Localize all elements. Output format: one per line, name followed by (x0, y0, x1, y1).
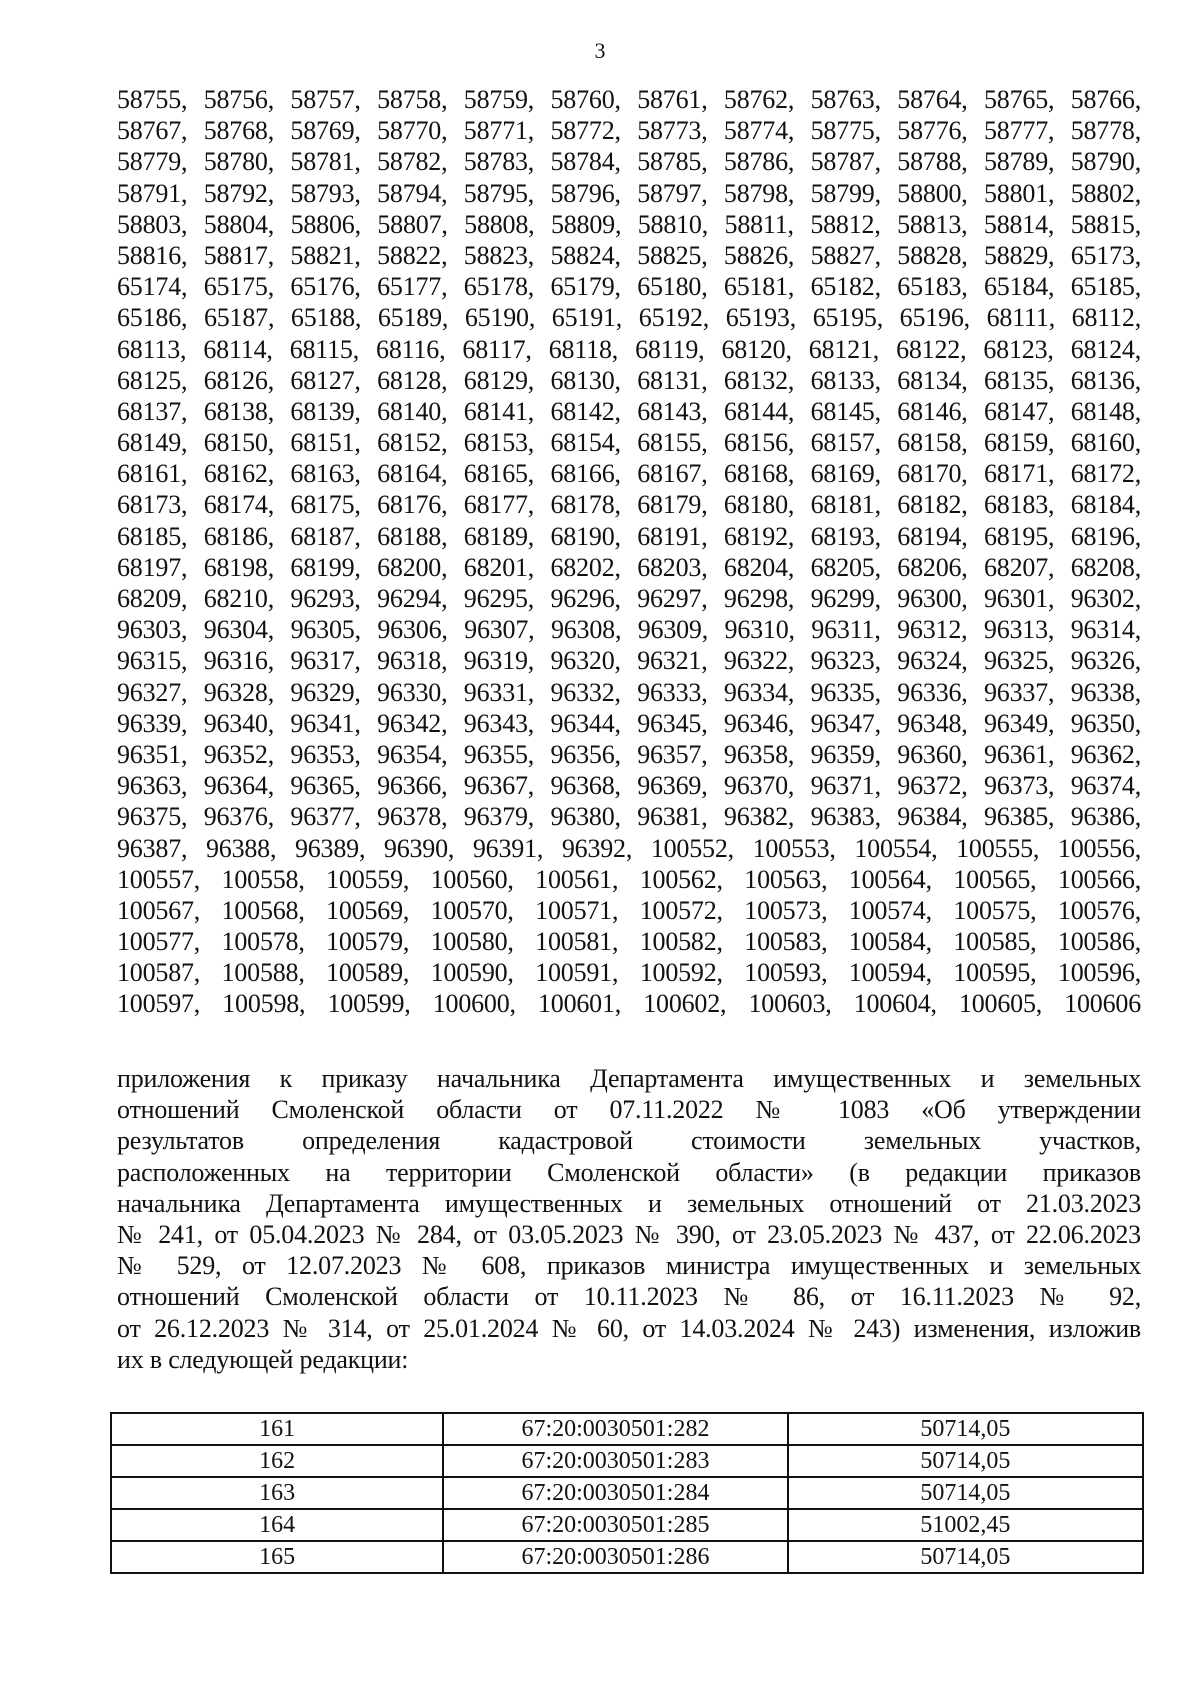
paragraph-line: результатов определения кадастровой стоимости земельных участков, (117, 1126, 1141, 1156)
number-line: 68173, 68174, 68175, 68176, 68177, 68178, 68179, 68180, 68181, 68182, 68183, 68184, (117, 490, 1141, 520)
number-line: 58767, 58768, 58769, 58770, 58771, 58772, 58773, 58774, 58775, 58776, 58777, 58778, (117, 116, 1141, 146)
number-line: 100557, 100558, 100559, 100560, 100561, 100562, 100563, 100564, 100565, 100566, (117, 864, 1141, 894)
paragraph-line: расположенных на территории Смоленской области» (в редакции приказов (117, 1157, 1141, 1187)
number-line: 68113, 68114, 68115, 68116, 68117, 68118, 68119, 68120, 68121, 68122, 68123, 68124, (117, 334, 1141, 364)
cadastral-number-cell: 67:20:0030501:283 (443, 1445, 788, 1477)
paragraph-line: их в следующей редакции: (117, 1344, 409, 1374)
table-row (111, 1413, 1143, 1445)
paragraph-line: отношений Смоленской области от 10.11.2023 № 86, от 16.11.2023 № 92, (117, 1282, 1141, 1312)
cadastral-number-cell: 67:20:0030501:282 (443, 1413, 788, 1445)
row-number-cell: 161 (111, 1413, 443, 1445)
number-line: 96327, 96328, 96329, 96330, 96331, 96332, 96333, 96334, 96335, 96336, 96337, 96338, (117, 677, 1141, 707)
cadastral-number-cell: 67:20:0030501:286 (443, 1541, 788, 1573)
number-line: 58816, 58817, 58821, 58822, 58823, 58824, 58825, 58826, 58827, 58828, 58829, 65173, (117, 240, 1141, 270)
number-line: 100587, 100588, 100589, 100590, 100591, 100592, 100593, 100594, 100595, 100596, (117, 958, 1141, 988)
number-line: 100577, 100578, 100579, 100580, 100581, 100582, 100583, 100584, 100585, 100586, (117, 927, 1141, 957)
row-number-cell: 163 (111, 1477, 443, 1509)
number-line: 68125, 68126, 68127, 68128, 68129, 68130, 68131, 68132, 68133, 68134, 68135, 68136, (117, 365, 1141, 395)
cadastral-value-cell: 50714,05 (788, 1413, 1143, 1445)
row-number-cell: 162 (111, 1445, 443, 1477)
number-line: 96315, 96316, 96317, 96318, 96319, 96320, 96321, 96322, 96323, 96324, 96325, 96326, (117, 646, 1141, 676)
number-line: 68137, 68138, 68139, 68140, 68141, 68142, 68143, 68144, 68145, 68146, 68147, 68148, (117, 396, 1141, 426)
number-line: 96339, 96340, 96341, 96342, 96343, 96344, 96345, 96346, 96347, 96348, 96349, 96350, (117, 708, 1141, 738)
number-line: 96303, 96304, 96305, 96306, 96307, 96308, 96309, 96310, 96311, 96312, 96313, 96314, (117, 615, 1141, 645)
paragraph-line: № 241, от 05.04.2023 № 284, от 03.05.2023 № 390, от 23.05.2023 № 437, от 22.06.2023 (117, 1219, 1141, 1249)
number-line: 68209, 68210, 96293, 96294, 96295, 96296, 96297, 96298, 96299, 96300, 96301, 96302, (117, 584, 1141, 613)
number-line: 100567, 100568, 100569, 100570, 100571, 100572, 100573, 100574, 100575, 100576, (117, 895, 1141, 925)
number-line: 68149, 68150, 68151, 68152, 68153, 68154, 68155, 68156, 68157, 68158, 68159, 68160, (117, 428, 1141, 458)
number-line: 65174, 65175, 65176, 65177, 65178, 65179, 65180, 65181, 65182, 65183, 65184, 65185, (117, 272, 1141, 302)
number-line: 58803, 58804, 58806, 58807, 58808, 58809, 58810, 58811, 58812, 58813, 58814, 58815, (117, 209, 1141, 239)
cadastral-value-cell: 50714,05 (788, 1445, 1143, 1477)
cadastral-value-cell: 51002,45 (788, 1509, 1143, 1541)
cadastral-value-cell: 50714,05 (788, 1541, 1143, 1573)
paragraph-line: отношений Смоленской области от 07.11.2022 № 1083 «Об утверждении (117, 1095, 1141, 1125)
number-line: 68185, 68186, 68187, 68188, 68189, 68190, 68191, 68192, 68193, 68194, 68195, 68196, (117, 521, 1141, 551)
row-number-cell: 164 (111, 1509, 443, 1541)
number-line: 100597, 100598, 100599, 100600, 100601, 100602, 100603, 100604, 100605, 100606 (117, 989, 1141, 1019)
number-line: 96387, 96388, 96389, 96390, 96391, 96392, 100552, 100553, 100554, 100555, 100556, (117, 833, 1141, 863)
number-line: 58791, 58792, 58793, 58794, 58795, 58796, 58797, 58798, 58799, 58800, 58801, 58802, (117, 178, 1141, 208)
row-number-cell: 165 (111, 1541, 443, 1573)
cadastral-number-cell: 67:20:0030501:284 (443, 1477, 788, 1509)
cadastral-number-cell: 67:20:0030501:285 (443, 1509, 788, 1541)
paragraph-line: приложения к приказу начальника Департамента имущественных и земельных (117, 1064, 1141, 1093)
page-number: 3 (594, 38, 606, 63)
number-line: 96375, 96376, 96377, 96378, 96379, 96380, 96381, 96382, 96383, 96384, 96385, 96386, (117, 802, 1141, 832)
plot-number-list (117, 84, 1141, 1020)
number-line: 68161, 68162, 68163, 68164, 68165, 68166, 68167, 68168, 68169, 68170, 68171, 68172, (117, 459, 1141, 489)
number-line: 96351, 96352, 96353, 96354, 96355, 96356, 96357, 96358, 96359, 96360, 96361, 96362, (117, 739, 1141, 769)
table-row (111, 1477, 1143, 1509)
cadastral-value-table (110, 1412, 1144, 1574)
paragraph-line: начальника Департамента имущественных и земельных отношений от 21.03.2023 (117, 1188, 1141, 1218)
paragraph-line: № 529, от 12.07.2023 № 608, приказов министра имущественных и земельных (117, 1251, 1141, 1281)
table-row (111, 1445, 1143, 1477)
number-line: 96363, 96364, 96365, 96366, 96367, 96368, 96369, 96370, 96371, 96372, 96373, 96374, (117, 771, 1141, 801)
cadastral-value-cell: 50714,05 (788, 1477, 1143, 1509)
table-row (111, 1541, 1143, 1573)
number-line: 68197, 68198, 68199, 68200, 68201, 68202, 68203, 68204, 68205, 68206, 68207, 68208, (117, 552, 1141, 582)
number-line: 65186, 65187, 65188, 65189, 65190, 65191, 65192, 65193, 65195, 65196, 68111, 68112, (117, 303, 1141, 333)
order-paragraph (117, 1063, 1141, 1375)
number-line: 58755, 58756, 58757, 58758, 58759, 58760, 58761, 58762, 58763, 58764, 58765, 58766, (117, 85, 1141, 114)
paragraph-line: от 26.12.2023 № 314, от 25.01.2024 № 60, от 14.03.2024 № 243) изменения, изложив (117, 1313, 1141, 1343)
table-row (111, 1509, 1143, 1541)
number-line: 58779, 58780, 58781, 58782, 58783, 58784, 58785, 58786, 58787, 58788, 58789, 58790, (117, 147, 1141, 177)
